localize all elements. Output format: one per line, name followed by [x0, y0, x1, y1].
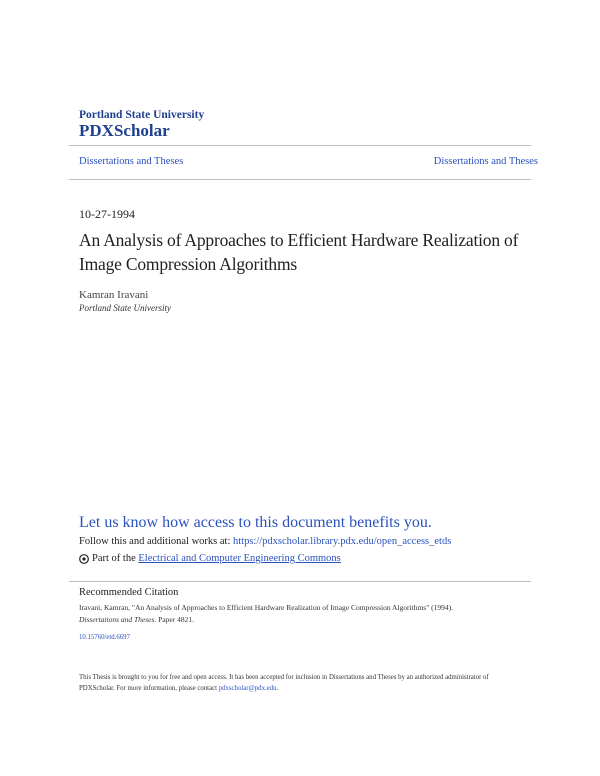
- nav-link-dissertations-left[interactable]: Dissertations and Theses: [79, 156, 184, 167]
- citation-main: Iravani, Kamran, "An Analysis of Approaches to Efficient Hardware Realization of Image Compression Algorithms" (1994).: [79, 603, 454, 612]
- citation-text: [79, 602, 509, 626]
- follow-prefix: Follow this and additional works at:: [79, 536, 231, 547]
- citation-paper: Paper 4821.: [158, 615, 194, 624]
- document-title: An Analysis of Approaches to Efficient Hardware Realization of Image Compression Algorithms: [79, 230, 519, 274]
- feedback-link[interactable]: Let us know how access to this document benefits you.: [79, 514, 432, 531]
- nav-link-dissertations-right[interactable]: Dissertations and Theses: [433, 156, 538, 167]
- doi-link[interactable]: 10.15760/etd.6697: [79, 634, 130, 641]
- citation-heading: Recommended Citation: [79, 587, 179, 598]
- author-name: Kamran Iravani: [79, 289, 149, 301]
- footer-end: .: [276, 685, 279, 692]
- university-name: Portland State University: [79, 109, 205, 121]
- citation-divider: [69, 581, 531, 582]
- footer-text: This Thesis is brought to you for free and open access. It has been accepted for inclusion in Dissertations and Theses by an authorized administrator of PDXScholar. For more information, please contact: [79, 674, 489, 692]
- part-of-line: [79, 553, 341, 564]
- author-affiliation: Portland State University: [79, 303, 171, 313]
- part-of-prefix: Part of the: [92, 553, 136, 564]
- publication-date: 10-27-1994: [79, 207, 135, 221]
- footer-notice: [79, 672, 524, 694]
- commons-link[interactable]: Electrical and Computer Engineering Commons: [138, 553, 341, 564]
- contact-email-link[interactable]: pdxscholar@pdx.edu: [218, 685, 277, 692]
- citation-journal: Dissertations and Theses.: [79, 615, 157, 624]
- site-name[interactable]: PDXScholar: [79, 121, 170, 140]
- open-access-url-link[interactable]: https://pdxscholar.library.pdx.edu/open_access_etds: [233, 536, 452, 547]
- top-divider: [69, 145, 531, 146]
- nav-divider: [69, 179, 531, 180]
- commons-network-icon: [79, 554, 89, 564]
- follow-line: [79, 536, 451, 547]
